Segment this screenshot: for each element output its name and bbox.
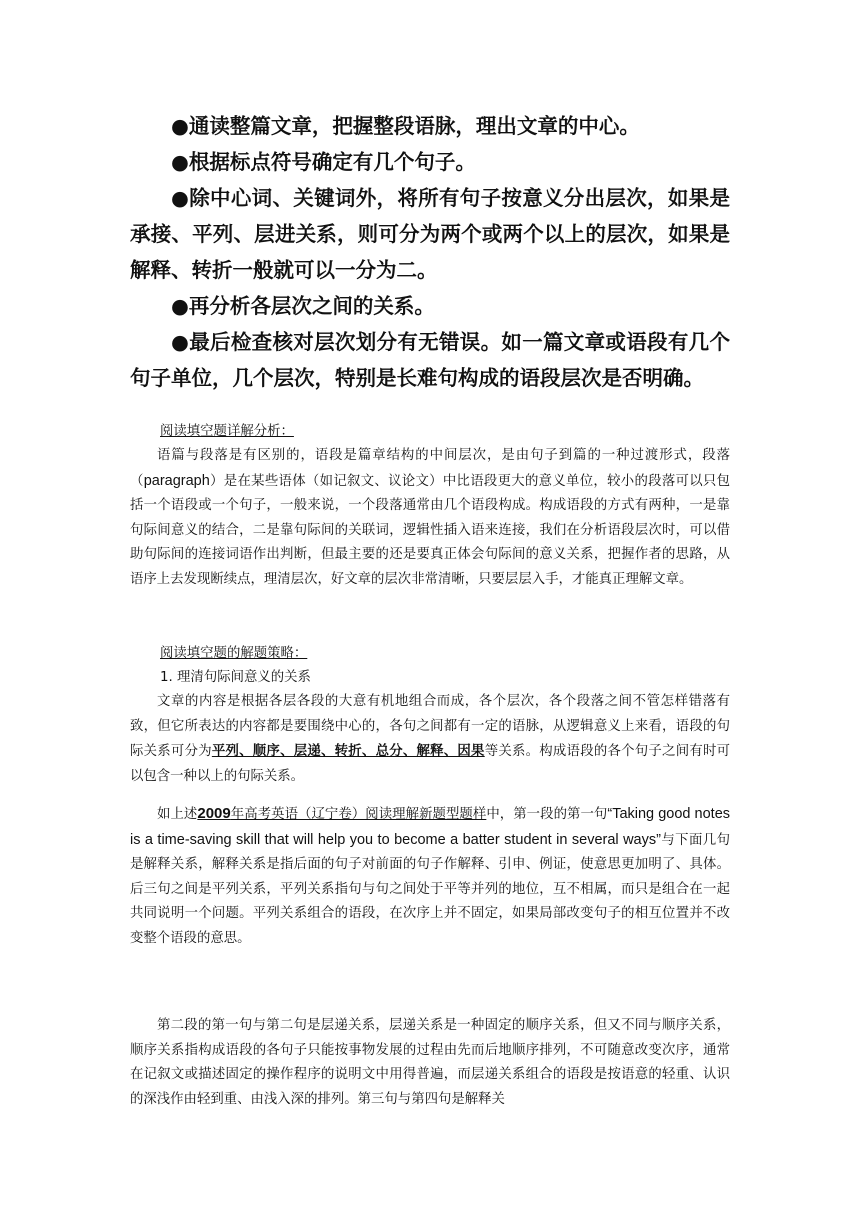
bullet-punctuation: ●根据标点符号确定有几个句子。	[171, 150, 476, 174]
bullet-analyze-relations: ●再分析各层次之间的关系。	[171, 294, 435, 318]
relation-types: 平列、顺序、层递、转折、总分、解释、因果	[211, 743, 485, 759]
section2-subheading: 1. 理清句际间意义的关系	[160, 670, 311, 685]
section2-paragraph-1: 文章的内容是根据各层各段的大意有机地组合而成，各个层次，各个段落之间不管怎样错落有致，但它所表达的内容都是要围绕中心的，各句之间都有一定的语脉，从逻辑意义上来看，语段的句际关系可分为平列、顺序、层递、转折、总分、解释、因果等关系。构成语段的各个句子之间有时可以包含一种以上的句际关系。	[130, 694, 731, 784]
bullet-read-whole: ●通读整篇文章，把握整段语脉，理出文章的中心。	[171, 114, 640, 138]
section1-heading: 阅读填空题详解分析：	[160, 424, 294, 439]
section2-paragraph-3: 第二段的第一句与第二句是层递关系，层递关系是一种固定的顺序关系，但又不同与顺序关系，顺序关系指构成语段的各句子只能按事物发展的过程由先而后地顺序排列，不可随意改变次序，通常在记叙文或描述固定的操作程序的说明文中用得普遍，而层递关系组合的语段是按语意的轻重、认识的深浅作由轻到重、由浅入深的排列。第三句与第四句是解释关	[130, 1018, 730, 1107]
section2-paragraph-2: 如上述2009年高考英语（辽宁卷）阅读理解新题型题样中，第一段的第一句“Taking good notes is a time-saving skill that will help you to become a batter student in several ways”与下面几句是解释关系，解释关系是指后面的句子对前面的句子作解释、引申、例证，使意思更加明了、具体。后三句之间是平列关系，平列关系指句与句之间处于平等并列的地位，互不相属，而只是组合在一起共同说明一个问题。平列关系组合的语段，在次序上并不固定，如果局部改变句子的相互位置并不改变整个语段的意思。	[130, 805, 731, 946]
bullet-final-check: ●最后检查核对层次划分有无错误。如一篇文章或语段有几个句子单位，几个层次，特别是长难句构成的语段层次是否明确。	[130, 330, 730, 390]
section1-paragraph: 语篇与段落是有区别的，语段是篇章结构的中间层次，是由句子到篇的一种过渡形式，段落（paragraph）是在某些语体（如记叙文、议论文）中比语段更大的意义单位，较小的段落可以只包括一个语段或一个句子，一般来说，一个段落通常由几个语段构成。构成语段的方式有两种，一是靠句际间意义的结合，二是靠句际间的关联词，逻辑性插入语来连接，我们在分析语段层次时，可以借助句际间的连接词语作出判断，但最主要的还是要真正体会句际间的意义关系，把握作者的思路，从语序上去发现断续点，理清层次，好文章的层次非常清晰，只要层层入手，才能真正理解文章。	[130, 448, 731, 587]
section2-heading: 阅读填空题的解题策略：	[160, 646, 308, 661]
exam-reference-link: 年高考英语（辽宁卷）阅读理解新题型题样	[230, 807, 487, 822]
bullet-divide-levels: ●除中心词、关键词外，将所有句子按意义分出层次，如果是承接、平列、层进关系，则可分为两个或两个以上的层次，如果是解释、转折一般就可以一分为二。	[130, 186, 730, 282]
